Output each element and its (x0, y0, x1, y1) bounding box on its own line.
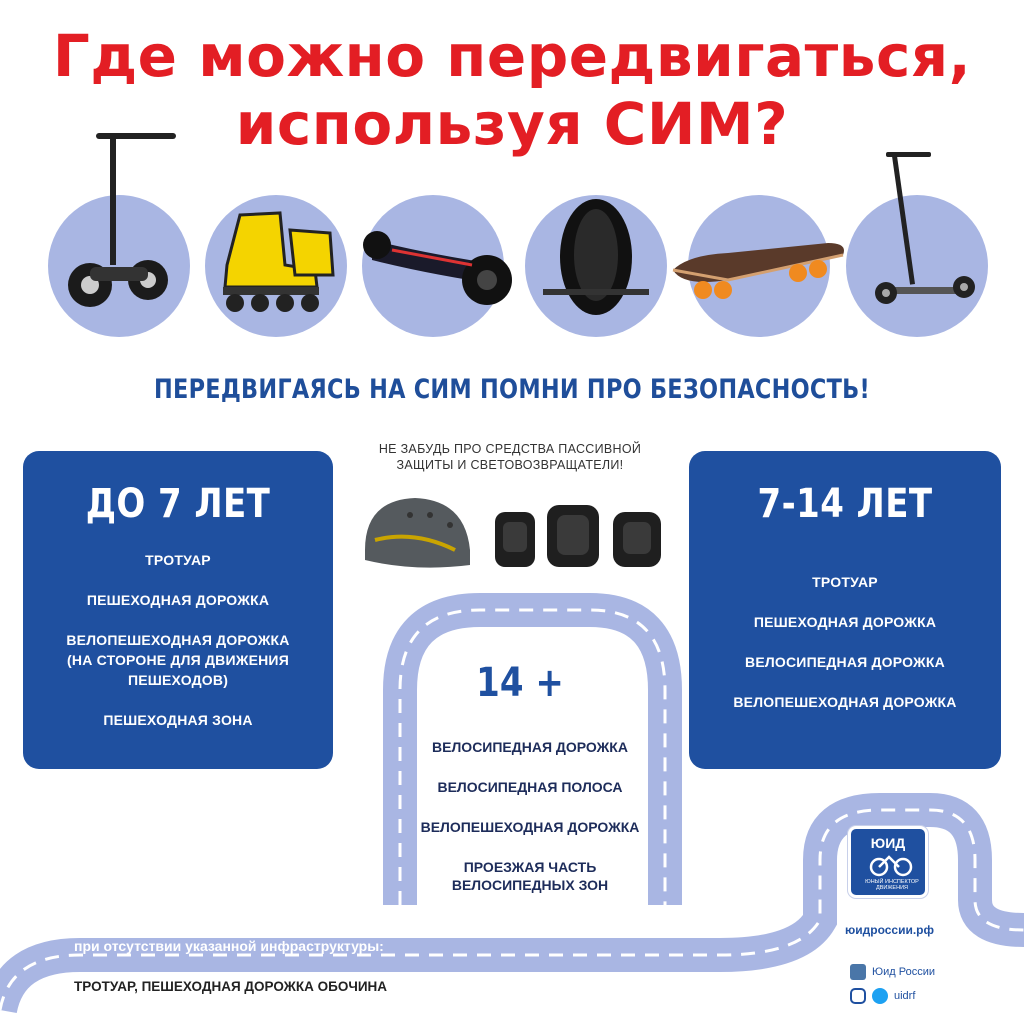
instagram-twitter-row[interactable] (850, 988, 915, 1004)
list-item: ВЕЛОСИПЕДНАЯ ПОЛОСА (437, 779, 623, 795)
title-line-2: используя СИМ? (235, 90, 789, 158)
bicycle-icon (869, 853, 913, 877)
kick-scooter-icon (846, 195, 988, 337)
rollerblades-icon (205, 195, 347, 337)
reminder-line-1: НЕ ЗАБУДЬ ПРО СРЕДСТВА ПАССИВНОЙ (378, 442, 642, 456)
vk-label: Юид России (872, 966, 935, 978)
list-item: ПЕШЕХОДНАЯ ЗОНА (103, 712, 253, 728)
list-item: ТРОТУАР (812, 574, 878, 590)
reminder-line-2: ЗАЩИТЫ И СВЕТОВОЗВРАЩАТЕЛИ! (396, 458, 624, 472)
over-14-heading: 14 + (476, 660, 564, 706)
card-under-7 (23, 451, 333, 769)
list-item: ПЕШЕХОДНАЯ ДОРОЖКА (86, 592, 270, 608)
handle-label: uidrf (894, 990, 916, 1002)
list-item: ВЕЛОСИПЕДНАЯ ДОРОЖКА (432, 739, 628, 755)
absence-text: ТРОТУАР, ПЕШЕХОДНАЯ ДОРОЖКА ОБОЧИНА (74, 979, 388, 994)
list-item: ВЕЛОПЕШЕХОДНАЯ ДОРОЖКА (733, 694, 957, 710)
monowheel-icon (525, 195, 667, 337)
title-line-1: Где можно передвигаться, (52, 22, 972, 90)
list-item: ПЕШЕХОДОВ) (127, 672, 229, 688)
list-item: ВЕЛОПЕШЕХОДНАЯ ДОРОЖКА (66, 632, 290, 648)
absence-label: при отсутствии указанной инфраструктуры: (74, 938, 384, 954)
site-link[interactable]: юидроссии.рф (845, 923, 935, 937)
list-item: ВЕЛОПЕШЕХОДНАЯ ДОРОЖКА (420, 819, 640, 835)
wrist-guard-icon (613, 512, 661, 567)
helmet-icon (365, 498, 470, 568)
instagram-icon (850, 988, 866, 1004)
list-item: ПРОЕЗЖАЯ ЧАСТЬ (463, 859, 597, 875)
knee-pad-icon (495, 512, 535, 567)
segway-icon (48, 195, 190, 337)
skateboard-icon (688, 195, 830, 337)
vk-row[interactable] (850, 964, 935, 980)
list-item: ВЕЛОСИПЕДНЫХ ЗОН (451, 877, 609, 893)
hoverboard-icon (362, 195, 504, 337)
yuid-logo: ЮИД ЮНЫЙ ИНСПЕКТОР ДВИЖЕНИЯ (848, 826, 928, 898)
list-item: ПЕШЕХОДНАЯ ДОРОЖКА (753, 614, 937, 630)
vehicle-row (0, 195, 1024, 345)
list-item: ВЕЛОСИПЕДНАЯ ДОРОЖКА (745, 654, 945, 670)
over-14-list (380, 738, 680, 916)
list-item: ТРОТУАР (145, 552, 211, 568)
safety-heading: ПЕРЕДВИГАЯСЬ НА СИМ ПОМНИ ПРО БЕЗОПАСНОСТЬ! (154, 374, 870, 405)
card-7-14-heading: 7-14 ЛЕТ (757, 481, 933, 527)
card-7-14 (689, 451, 1001, 769)
elbow-pad-icon (547, 505, 599, 567)
list-item: (НА СТОРОНЕ ДЛЯ ДВИЖЕНИЯ (67, 652, 289, 668)
twitter-icon (872, 988, 888, 1004)
card-under-7-heading: ДО 7 ЛЕТ (85, 481, 271, 527)
protection-reminder (320, 441, 700, 473)
protective-gear (355, 490, 675, 590)
vk-icon (850, 964, 866, 980)
